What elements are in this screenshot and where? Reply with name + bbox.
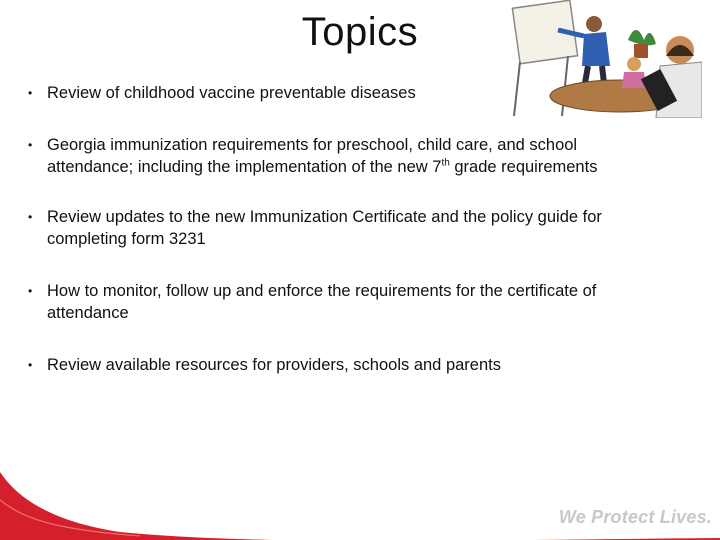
bullet-dot-icon: • [28, 284, 33, 298]
bullet-text-part: Georgia immunization requirements for preschool, child care, and school attendance; including the implementation of the new 7 [47, 136, 578, 176]
bullet-text: Review available resources for providers, schools and parents [47, 356, 501, 374]
superscript: th [441, 157, 450, 169]
bullet-dot-icon: • [28, 210, 33, 224]
red-swoosh [0, 472, 720, 540]
bullet-dot-icon: • [28, 358, 33, 372]
bullet-dot-icon: • [28, 138, 33, 152]
bullet-text [47, 134, 667, 178]
bullet-dot-icon: • [28, 86, 33, 100]
tagline: We Protect Lives. [558, 507, 712, 527]
bullet-text: Review updates to the new Immunization Certificate and the policy guide for completing form 3231 [47, 208, 602, 248]
slide-title: Topics [301, 10, 419, 54]
bullet-text: How to monitor, follow up and enforce the requirements for the certificate of attendance [47, 282, 597, 322]
bullet-text-part: grade requirements [449, 158, 598, 176]
bullet-text: Review of childhood vaccine preventable diseases [47, 84, 416, 102]
